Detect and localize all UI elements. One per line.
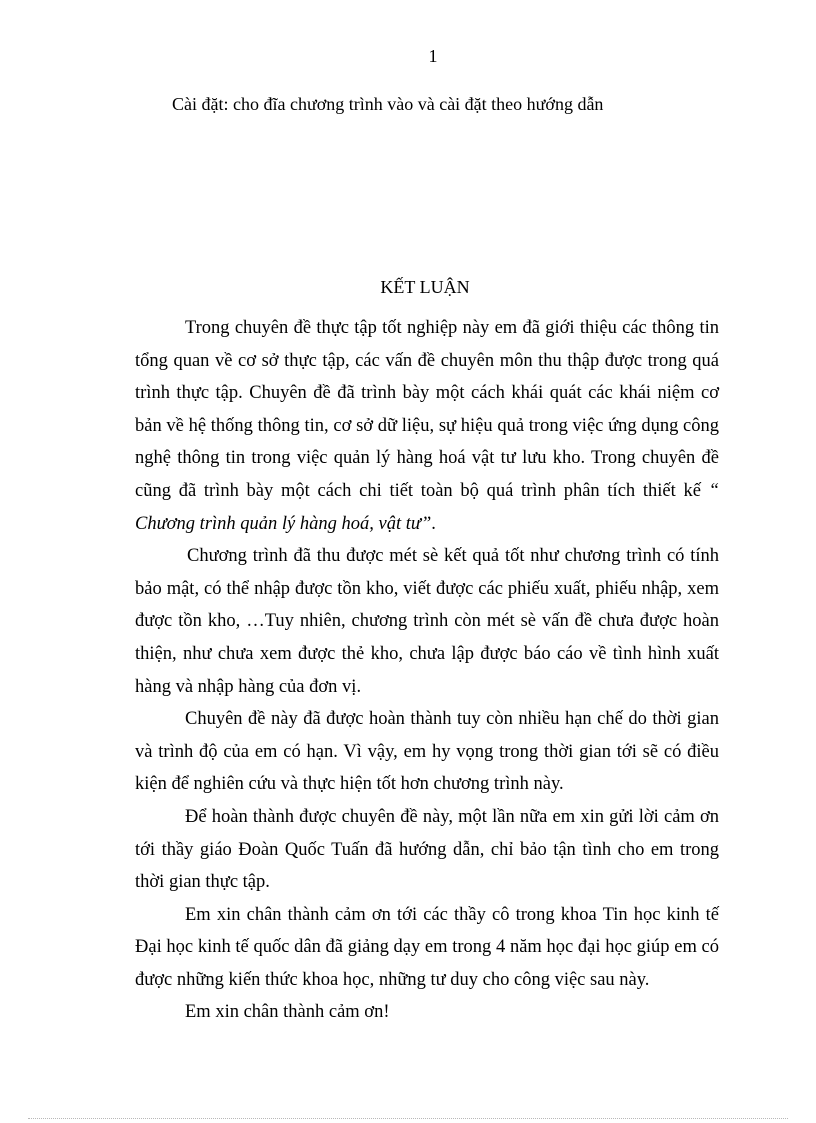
section-heading: KẾT LUẬN <box>380 277 470 297</box>
paragraph-results: Chương trình đã thu được mét sè kết quả tốt như chương trình có tính bảo mật, có thể nhập được tồn kho, viết được các phiếu xuất, phiếu nhập, xem được tồn kho, …Tuy nhiên, chương trình còn mét sè vấn đề chưa được hoàn thiện, như chưa xem được thẻ kho, chưa lập được báo cáo về tình hình xuất hàng và nhập hàng của đơn vị. <box>135 546 719 697</box>
paragraph-summary <box>135 312 719 540</box>
paragraph-thanks-faculty: Em xin chân thành cảm ơn tới các thầy cô trong khoa Tin học kinh tế Đại học kinh tế quốc dân đã giảng dạy em trong 4 năm học đại học giúp em có được những kiến thức khoa học, những tư duy cho công việc sau này. <box>135 904 719 990</box>
paragraph-closing: Em xin chân thành cảm ơn! <box>185 1002 390 1023</box>
paragraph-summary-text: Trong chuyên đề thực tập tốt nghiệp này em đã giới thiệu các thông tin tổng quan về cơ sở thực tập, các vấn đề chuyên môn thu thập được trong quá trình thực tập. Chuyên đề đã trình bày một cách khái quát các khái niệm cơ bản về hệ thống thông tin, cơ sở dữ liệu, sự hiệu quả trong việc ứng dụng công nghệ thông tin trong việc quản lý hàng hoá vật tư lưu kho. Trong chuyên đề cũng đã trình bày một cách chi tiết toàn bộ quá trình phân tích thiết kế <box>135 318 719 501</box>
paragraph-summary-end: . <box>431 513 436 534</box>
program-title: “ Chương trình quản lý hàng hoá, vật tư” <box>135 480 719 534</box>
install-instruction: Cài đặt: cho đĩa chương trình vào và cài đặt theo hướng dẫn <box>172 94 604 114</box>
conclusion-body <box>135 312 719 1029</box>
paragraph-thanks-advisor: Để hoàn thành được chuyên đề này, một lần nữa em xin gửi lời cảm ơn tới thầy giáo Đoàn Quốc Tuấn đã hướng dẫn, chỉ bảo tận tình cho em trong thời gian thực tập. <box>135 806 719 893</box>
page-bottom-divider <box>28 1118 788 1119</box>
paragraph-limitations: Chuyên đề này đã được hoàn thành tuy còn nhiều hạn chế do thời gian và trình độ của em có hạn. Vì vậy, em hy vọng trong thời gian tới sẽ có điều kiện để nghiên cứu và thực hiện tốt hơn chương trình này. <box>135 709 719 795</box>
page-number: 1 <box>428 46 438 66</box>
